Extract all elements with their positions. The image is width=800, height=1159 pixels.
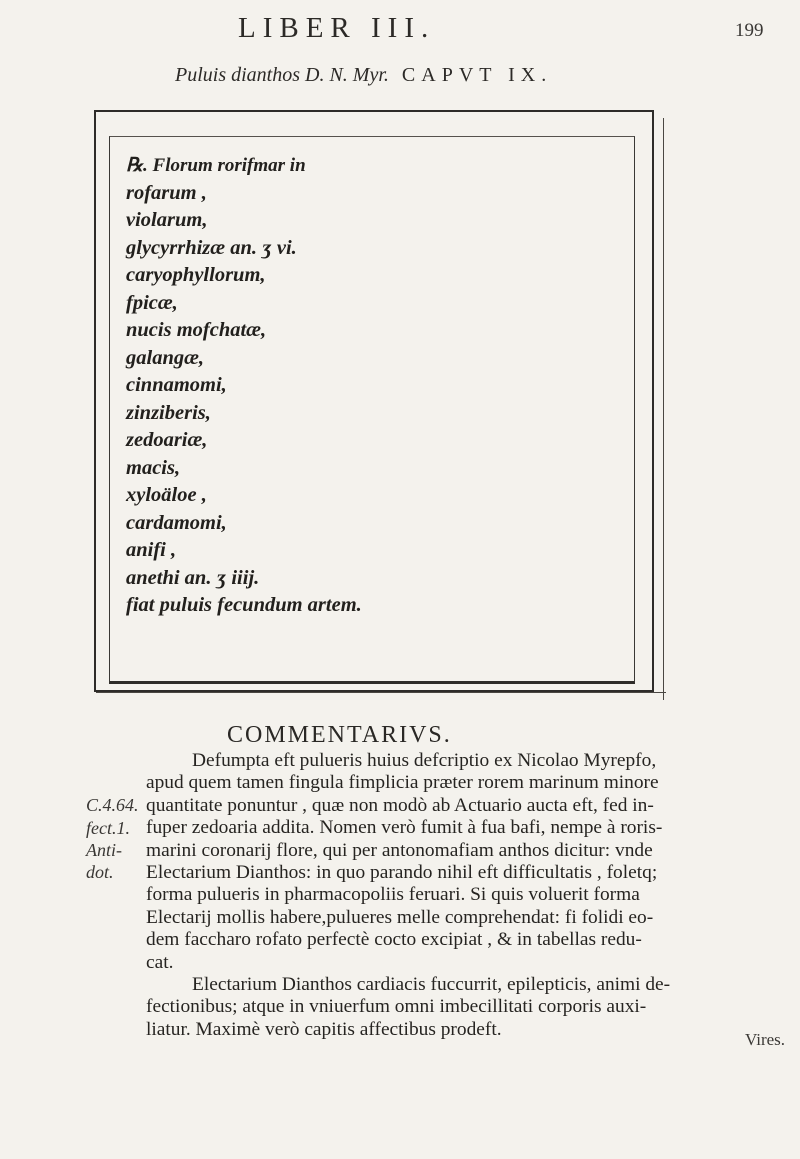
running-head: LIBER III. xyxy=(238,12,436,44)
page-number: 199 xyxy=(735,20,764,41)
commentary-body xyxy=(146,750,758,1041)
text-line: fuper zedoaria addita. Nomen verò fumit à fua bafi, nempe à roris- xyxy=(146,817,663,839)
recipe-line: anethi an. ʒ iiij. xyxy=(126,566,260,589)
recipe-line: galangæ, xyxy=(126,346,205,369)
margin-note-section: fect.1. xyxy=(86,818,130,838)
text-line: Defumpta eft pulueris huius defcriptio ex Nicolao Myrepfo, xyxy=(192,750,657,771)
recipe-line: xyloäloe , xyxy=(126,484,207,506)
margin-note-citation: C.4.64. xyxy=(86,795,139,815)
recipe-line: ℞. Florum rorifmar in xyxy=(126,155,306,176)
margin-note-dot: dot. xyxy=(86,862,114,882)
text-line: forma pulueris in pharmacopoliis feruari. Si quis voluerit forma xyxy=(146,884,640,906)
page-header xyxy=(0,0,800,100)
text-line: cat. xyxy=(146,951,174,973)
recipe-line: anifi , xyxy=(126,539,177,561)
text-line: Electarium Dianthos: in quo parando nihil eft difficultatis , foletq; xyxy=(146,861,658,883)
text-line: fectionibus; atque in vniuerfum omni imbecillitati corporis auxi- xyxy=(146,996,647,1018)
text-line: marini coronarij flore, qui per antonomafiam anthos dicitur: vnde xyxy=(146,839,653,861)
chapter-label: CAPVT IX. xyxy=(401,64,553,86)
recipe-line: violarum, xyxy=(126,209,208,231)
section-title-text: Puluis dianthos D. N. Myr. xyxy=(175,64,389,86)
margin-note-antidot: Anti- xyxy=(86,840,122,860)
text-line: quantitate ponuntur , quæ non modò ab Actuario aucta eft, fed in- xyxy=(146,794,654,816)
text-line: Electarij mollis habere,pulueres melle comprehendat: fi folidi eo- xyxy=(146,906,654,928)
text-line: liatur. Maximè verò capitis affectibus prodeft. xyxy=(146,1018,502,1040)
recipe-line: nucis mofchatæ, xyxy=(126,319,267,341)
recipe-line: cinnamomi, xyxy=(126,374,227,396)
margin-note-vires: Vires. xyxy=(745,1030,786,1049)
recipe-frame-side-rule xyxy=(663,118,664,700)
text-line: Electarium Dianthos cardiacis fuccurrit, epilepticis, animi de- xyxy=(192,973,671,995)
section-title xyxy=(175,64,552,87)
recipe-line: macis, xyxy=(126,456,181,479)
recipe-frame-base-rule xyxy=(96,692,666,693)
recipe-block xyxy=(126,152,626,620)
text-line: apud quem tamen fingula fimplicia præter rorem marinum minore xyxy=(146,772,659,794)
recipe-line: glycyrrhizæ an. ʒ vi. xyxy=(126,236,297,259)
commentary-title: COMMENTARIVS. xyxy=(227,722,452,748)
text-line: dem faccharo rofato perfectè cocto excipiat , & in tabellas redu- xyxy=(146,929,642,951)
recipe-line: zinziberis, xyxy=(126,401,211,424)
recipe-line: cardamomi, xyxy=(126,511,227,534)
recipe-line: zedoariæ, xyxy=(126,429,208,451)
recipe-line: fiat puluis fecundum artem. xyxy=(126,594,362,616)
recipe-line: fpicæ, xyxy=(126,291,178,314)
recipe-line: rofarum , xyxy=(126,181,207,204)
recipe-line: caryophyllorum, xyxy=(126,264,266,286)
